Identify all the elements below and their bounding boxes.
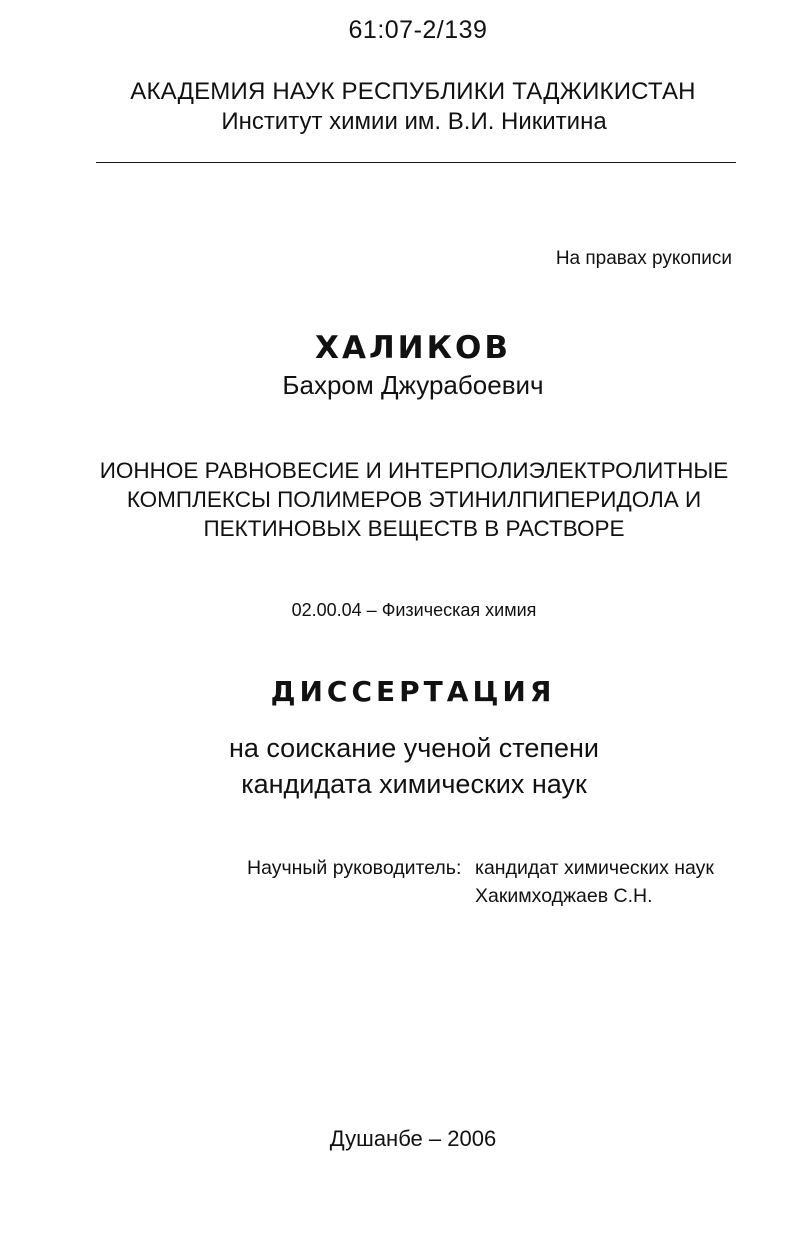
- catalog-number: 61:07-2/139: [348, 16, 488, 44]
- advisor-label: Научный руководитель:: [247, 857, 462, 879]
- institute-name: Институт химии им. В.И. Никитина: [221, 108, 607, 135]
- title-line: КОМПЛЕКСЫ ПОЛИМЕРОВ ЭТИНИЛПИПЕРИДОЛА И: [126, 487, 702, 512]
- specialty-code: 02.00.04 – Физическая химия: [291, 600, 537, 620]
- title-line: ПЕКТИНОВЫХ ВЕЩЕСТВ В РАСТВОРЕ: [203, 516, 625, 541]
- author-given-names: Бахром Джурабоевич: [282, 370, 544, 400]
- dissertation-title: [0, 456, 798, 543]
- advisor-name: Хакимходжаев С.Н.: [475, 885, 653, 907]
- title-line: ИОННОЕ РАВНОВЕСИЕ И ИНТЕРПОЛИЭЛЕКТРОЛИТНЫЕ: [99, 458, 729, 483]
- author-surname: ХАЛИКОВ: [315, 330, 511, 366]
- header-divider: [96, 162, 736, 163]
- advisor-degree: кандидат химических наук: [475, 857, 714, 879]
- degree-purpose: [0, 730, 798, 802]
- rights-note: На правах рукописи: [555, 248, 732, 269]
- academy-name: АКАДЕМИЯ НАУК РЕСПУБЛИКИ ТАДЖИКИСТАН: [130, 78, 696, 105]
- document-type: ДИССЕРТАЦИЯ: [270, 675, 556, 708]
- purpose-line: кандидата химических наук: [241, 769, 587, 799]
- place-and-year: Душанбе – 2006: [329, 1126, 497, 1151]
- purpose-line: на соискание ученой степени: [228, 733, 600, 763]
